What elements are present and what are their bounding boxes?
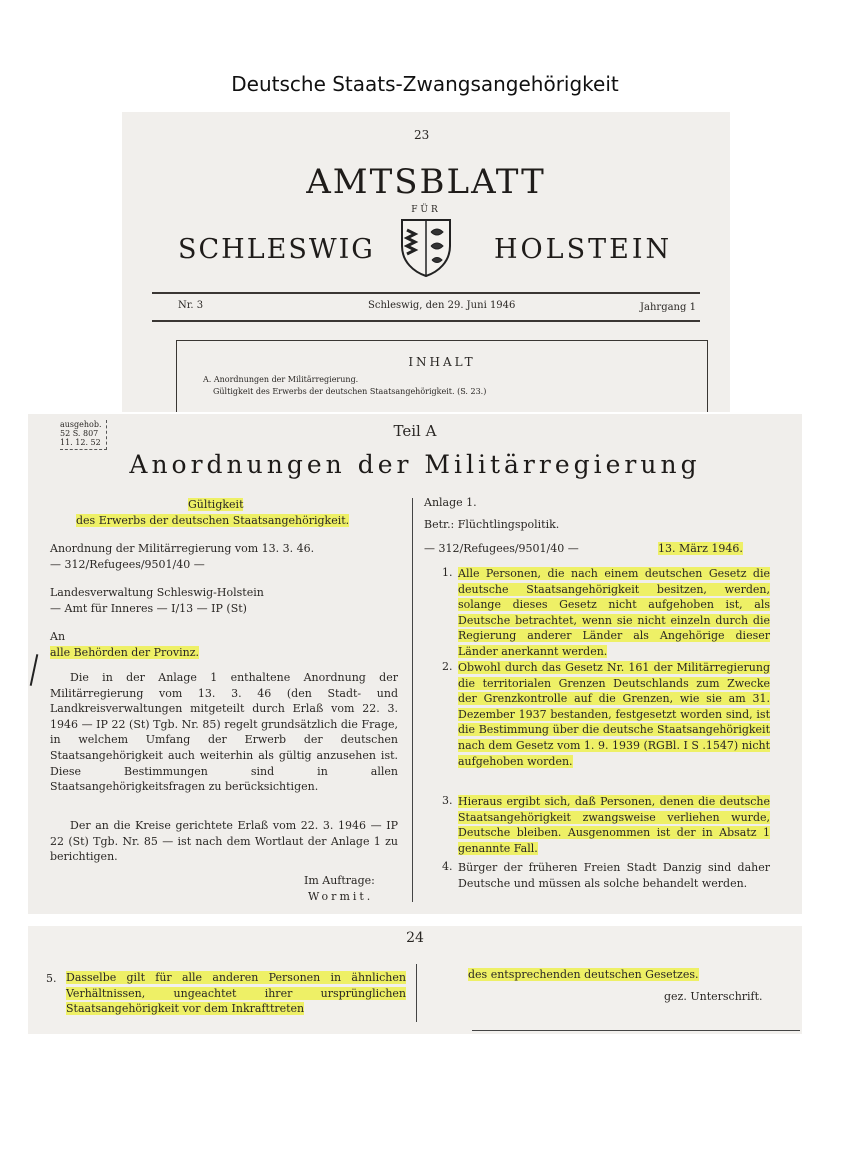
left-paragraph-2: Der an die Kreise gerichtete Erlaß vom 22. 3. 1946 — IP 22 (St) Tgb. Nr. 85 — ist nach dem Wortlaut der Anlage 1 zu berichtigen. (50, 819, 398, 864)
volume: Jahrgang 1 (640, 302, 696, 313)
masthead-holstein: HOLSTEIN (494, 234, 673, 265)
anlage-item-1: Alle Personen, die nach einem deutschen Gesetz die deutsche Staatsangehörigkeit besitzen, werden, solange dieses Gesetz nicht aufgehoben ist, als Deutsche betrachtet, wenn sie nicht einzeln durch die Regierung anderer Länder als Angehörige dieser Länder anerkannt werden. (458, 567, 770, 658)
anlage-item-2: Obwohl durch das Gesetz Nr. 161 der Militärregierung die territorialen Grenzen Deutschlands zum Zwecke der Grenzkontrolle auf die Grenzen, wie sie am 31. Dezember 1937 bestanden, festgesetzt worden sind, ist die Bestimmung über die deutsche Staatsangehörigkeit nach dem Gesetz vom 1. 9. 1939 (RGBl. I S .1547) nicht aufgehoben worden. (458, 661, 770, 768)
masthead-title: AMTSBLATT (306, 162, 546, 202)
anlage-item-3: Hieraus ergibt sich, daß Personen, denen die deutsche Staatsangehörigkeit zwangsweise verliehen wurde, Deutsche bleiben. Ausgenommen ist der in Absatz 1 genannte Fall. (458, 795, 770, 855)
left-title: Gültigkeit (188, 498, 244, 511)
teil-a-scan (28, 414, 802, 914)
margin-mark (30, 654, 39, 686)
order-line: Anordnung der Militärregierung vom 13. 3. 46. (50, 542, 315, 555)
im-auftrage: Im Auftrage: (304, 874, 375, 887)
page-title: Deutsche Staats-Zwangsangehörigkeit (231, 72, 619, 96)
admin-ref: — Amt für Inneres — I/13 — IP (St) (50, 602, 247, 615)
signed-line: gez. Unterschrift. (664, 990, 763, 1003)
page-number-24: 24 (406, 930, 424, 946)
masthead-schleswig: SCHLESWIG (178, 234, 375, 265)
order-ref: — 312/Refugees/9501/40 — (50, 558, 205, 571)
anlage-label: Anlage 1. (424, 496, 477, 509)
masthead-fuer: FÜR (411, 205, 441, 215)
inhalt-line: Gültigkeit des Erwerbs der deutschen Staatsangehörigkeit. (S. 23.) (213, 387, 487, 396)
right-ref: — 312/Refugees/9501/40 — (424, 542, 579, 555)
section-heading: Anordnungen der Militärregierung (129, 450, 701, 479)
addressee-an: An (50, 630, 66, 643)
item-number: 2. (442, 660, 453, 673)
place-date: Schleswig, den 29. Juni 1946 (368, 300, 516, 311)
inhalt-box (176, 340, 708, 412)
left-paragraph-1: Die in der Anlage 1 enthaltene Anordnung der Militärregierung vom 13. 3. 46 (den Stadt- und Landkreisverwaltungen mitgeteilt durch Erlaß vom 22. 3. 1946 — IP 22 (St) Tgb. Nr. 85) regelt grundsätzlich die Frage, in welchem Umfang der Erwerb der deutschen Staatsangehörigkeit auch weiterhin als gültig anzusehen ist. Diese Bestimmungen sind in allen Staatsangehörigkeitsfragen zu berücksichtigen. (50, 671, 398, 794)
item-number: 4. (442, 860, 453, 873)
inhalt-title: INHALT (408, 355, 476, 369)
rule-bottom (152, 320, 700, 322)
page-24-scan (28, 926, 802, 1034)
column-divider (416, 964, 417, 1022)
left-subtitle: des Erwerbs der deutschen Staatsangehörigkeit. (76, 514, 350, 527)
item-number: 5. (46, 972, 57, 985)
issue-number: Nr. 3 (178, 300, 204, 311)
addressee: alle Behörden der Provinz. (50, 646, 199, 659)
item-number: 3. (442, 794, 453, 807)
betr-line: Betr.: Flüchtlingspolitik. (424, 518, 560, 531)
anlage-item-4: Bürger der früheren Freien Stadt Danzig sind daher Deutsche und müssen als solche behandelt werden. (458, 861, 770, 890)
section-label: Teil A (393, 422, 437, 440)
item-5-text: Dasselbe gilt für alle anderen Personen in ähnlichen Verhältnissen, ungeachtet ihrer ursprünglichen Staatsangehörigkeit vor dem Inkrafttreten (66, 971, 406, 1016)
masthead-scan (122, 112, 730, 412)
page-number: 23 (414, 128, 430, 142)
anlage-date: 13. März 1946. (658, 542, 743, 555)
continuation-text: des entsprechenden deutschen Gesetzes. (468, 968, 699, 981)
item-number: 1. (442, 566, 453, 579)
column-divider (412, 498, 413, 902)
archive-stamp: ausgehob. 52 S. 807 11. 12. 52 (60, 420, 107, 450)
signature: Wormit. (308, 890, 374, 903)
admin-line: Landesverwaltung Schleswig-Holstein (50, 586, 264, 599)
rule-top (152, 292, 700, 294)
closing-rule (472, 1030, 800, 1031)
inhalt-line: A. Anordnungen der Militärregierung. (203, 375, 359, 384)
coat-of-arms-icon (398, 216, 454, 278)
